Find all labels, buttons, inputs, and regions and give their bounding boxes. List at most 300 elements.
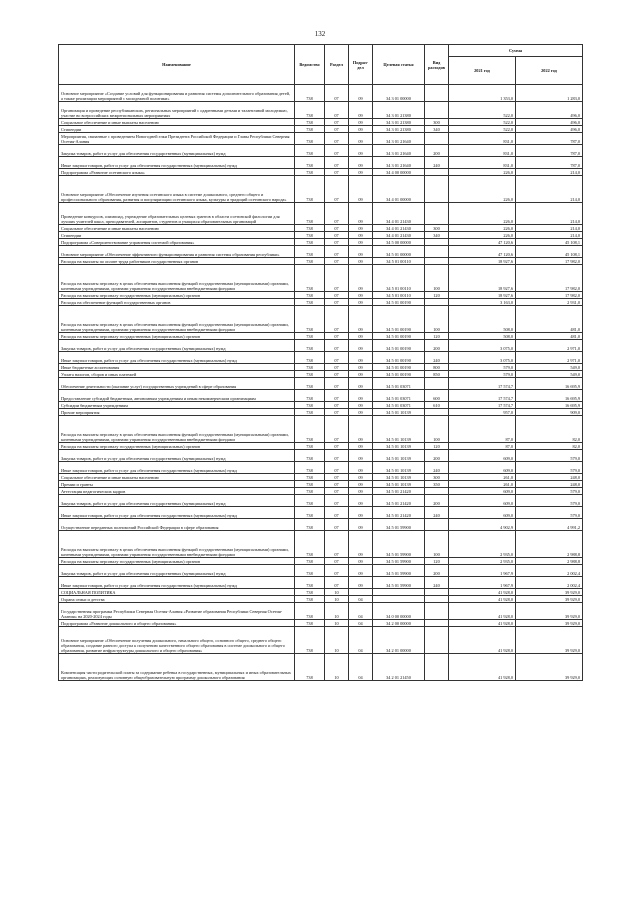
row-subsection: 09 (349, 299, 373, 306)
row-sum-2022: 579,0 (516, 507, 583, 519)
row-department: 738 (295, 450, 325, 462)
row-subsection: 09 (349, 402, 373, 409)
row-target: 34 5 01 10139 (373, 409, 425, 416)
row-target: 34 5 01 03071 (373, 402, 425, 409)
row-section: 07 (325, 239, 349, 246)
row-expense-type: 300 (425, 119, 449, 126)
row-subsection: 09 (349, 519, 373, 531)
row-subsection: 09 (349, 265, 373, 292)
row-target: 34 5 01 00190 (373, 371, 425, 378)
row-expense-type: 100 (425, 265, 449, 292)
row-sum-2022: 496,0 (516, 126, 583, 133)
row-sum-2021: 957,0 (449, 409, 516, 416)
row-name: Премии и гранты (59, 481, 295, 488)
row-sum-2021: 41 928,0 (449, 620, 516, 627)
row-target: 34 5 01 10139 (373, 416, 425, 443)
row-sum-2021: 18 927,6 (449, 265, 516, 292)
row-target: 34 5 01 59900 (373, 531, 425, 558)
row-sum-2021: 226,0 (449, 225, 516, 232)
row-sum-2021: 226,0 (449, 203, 516, 225)
row-sum-2022: 481,0 (516, 333, 583, 340)
row-expense-type (425, 203, 449, 225)
row-sum-2022: 17 982,0 (516, 292, 583, 299)
row-expense-type (425, 519, 449, 531)
row-expense-type: 200 (425, 145, 449, 157)
row-sum-2022: 17 982,0 (516, 265, 583, 292)
row-name: Закупка товаров, работ и услуг для обеспечения государственных (муниципальных) нужд (59, 145, 295, 157)
row-expense-type: 600 (425, 390, 449, 402)
row-expense-type: 200 (425, 565, 449, 577)
row-sum-2021: 226,0 (449, 176, 516, 203)
row-target: 34 3 01 21380 (373, 126, 425, 133)
row-target: 34 2 01 00000 (373, 627, 425, 654)
row-subsection: 09 (349, 443, 373, 450)
row-name: Охрана семьи и детства (59, 596, 295, 603)
row-name: Организация и проведение республиканских, региональных мероприятий с одаренными детьми и талантливой молодежью, участие во всероссийских межрегиональных мероприятиях (59, 102, 295, 119)
row-department: 738 (295, 232, 325, 239)
row-target: 34 5 01 59900 (373, 565, 425, 577)
row-subsection: 09 (349, 169, 373, 176)
row-subsection: 09 (349, 577, 373, 589)
table-row (59, 519, 583, 531)
row-name: Закупка товаров, работ и услуг для обеспечения государственных (муниципальных) нужд (59, 565, 295, 577)
row-name: Закупка товаров, работ и услуг для обеспечения государственных (муниципальных) нужд (59, 340, 295, 352)
row-department: 738 (295, 577, 325, 589)
row-name: Социальное обеспечение и иные выплаты населению (59, 474, 295, 481)
row-expense-type (425, 654, 449, 681)
row-subsection: 09 (349, 232, 373, 239)
row-department: 738 (295, 340, 325, 352)
row-target: 34 5 01 00110 (373, 292, 425, 299)
row-expense-type (425, 409, 449, 416)
row-name: Проведение конкурсов, олимпиад, учреждение образовательных целевых грантов в области осетинской филологии для лучших учителей школ, преподавателей, аспирантов, студентов и учащихся образовательных организаций (59, 203, 295, 225)
row-sum-2021: 522,0 (449, 119, 516, 126)
row-department: 738 (295, 558, 325, 565)
row-target: 34 2 00 00000 (373, 620, 425, 627)
table-row (59, 474, 583, 481)
row-target: 34 3 01 21380 (373, 102, 425, 119)
row-target: 34 5 01 00190 (373, 364, 425, 371)
table-row (59, 402, 583, 409)
row-expense-type (425, 258, 449, 265)
table-row (59, 450, 583, 462)
row-name: Расходы на выплаты персоналу государственных (муниципальных) органов (59, 333, 295, 340)
row-department: 738 (295, 462, 325, 474)
row-section: 10 (325, 603, 349, 620)
row-section: 10 (325, 596, 349, 603)
table-row (59, 232, 583, 239)
row-name: Стипендии (59, 232, 295, 239)
row-sum-2022: 579,0 (516, 488, 583, 495)
row-target: 34 3 01 00000 (373, 85, 425, 102)
row-expense-type: 610 (425, 402, 449, 409)
row-department: 738 (295, 157, 325, 169)
row-subsection: 09 (349, 495, 373, 507)
row-section: 07 (325, 364, 349, 371)
header-year-2021: 2021 год (449, 57, 516, 85)
row-sum-2021: 41 928,0 (449, 589, 516, 596)
row-target: 34 5 01 59900 (373, 577, 425, 589)
row-expense-type: 240 (425, 157, 449, 169)
table-row (59, 577, 583, 589)
row-subsection: 09 (349, 565, 373, 577)
row-sum-2022: 2 971,0 (516, 340, 583, 352)
row-department: 738 (295, 603, 325, 620)
row-name: Расходы на выплаты персоналу в целях обеспечения выполнения функций государственными (муниципальными) органами, казенными учреждениями, органами управления государственными внебюджетными фондами (59, 416, 295, 443)
row-sum-2022: 39 929,0 (516, 603, 583, 620)
row-section: 07 (325, 558, 349, 565)
row-department: 738 (295, 85, 325, 102)
row-target: 34 4 01 00000 (373, 176, 425, 203)
row-department: 738 (295, 333, 325, 340)
row-department: 738 (295, 402, 325, 409)
row-sum-2022: 549,0 (516, 371, 583, 378)
table-row (59, 443, 583, 450)
page-number: 132 (314, 30, 326, 38)
row-sum-2022: 16 695,9 (516, 378, 583, 390)
row-name: Иные закупки товаров, работ и услуг для обеспечения государственных (муниципальных) нужд (59, 352, 295, 364)
row-sum-2021: 261,0 (449, 474, 516, 481)
row-name: СОЦИАЛЬНАЯ ПОЛИТИКА (59, 589, 295, 596)
row-sum-2021: 609,0 (449, 507, 516, 519)
row-target: 34 5 01 00190 (373, 352, 425, 364)
row-name: Субсидии бюджетным учреждениям (59, 402, 295, 409)
row-name: Предоставление субсидий бюджетным, автономным учреждениям и иным некоммерческим организациям (59, 390, 295, 402)
row-sum-2022: 214,0 (516, 225, 583, 232)
row-expense-type: 340 (425, 126, 449, 133)
row-sum-2022: 45 108,1 (516, 239, 583, 246)
row-subsection (349, 589, 373, 596)
row-sum-2021: 579,0 (449, 364, 516, 371)
row-sum-2021: 47 120,6 (449, 239, 516, 246)
row-section: 07 (325, 371, 349, 378)
row-section: 07 (325, 169, 349, 176)
row-name: Расходы на выплаты по оплате труда работников государственных органов (59, 258, 295, 265)
row-sum-2021: 41 928,0 (449, 654, 516, 681)
row-name: Иные закупки товаров, работ и услуг для обеспечения государственных (муниципальных) нужд (59, 462, 295, 474)
row-subsection: 09 (349, 340, 373, 352)
row-subsection: 04 (349, 654, 373, 681)
row-name: Подпрограмма «Совершенствование управления системой образования» (59, 239, 295, 246)
row-target: 34 5 01 00190 (373, 340, 425, 352)
row-expense-type: 850 (425, 371, 449, 378)
row-section: 07 (325, 378, 349, 390)
row-sum-2022: 2 002,4 (516, 577, 583, 589)
table-row (59, 157, 583, 169)
row-sum-2021: 609,0 (449, 450, 516, 462)
row-sum-2021: 2 935,0 (449, 558, 516, 565)
row-sum-2022: 579,0 (516, 462, 583, 474)
row-subsection: 09 (349, 145, 373, 157)
row-subsection: 09 (349, 462, 373, 474)
header-department: Ведомство (295, 45, 325, 85)
header-expense-type: Вид расходов (425, 45, 449, 85)
row-name: Основное мероприятие «Обеспечение изучения осетинского языка в системе дошкольного, среднего общего и профессионального образования, развития и популяризации осетинского языка, культуры и традиций осетинского народа» (59, 176, 295, 203)
row-expense-type (425, 246, 449, 258)
row-name: Основное мероприятие «Обеспечение получения дошкольного, начального общего, основного общего, среднего общего образования, создание равного доступа к получению качественного общего образования в системе дошкольного и общего образования, развитие инфраструктуры дошкольного и общего образования» (59, 627, 295, 654)
row-section: 07 (325, 352, 349, 364)
row-expense-type (425, 620, 449, 627)
row-subsection: 09 (349, 364, 373, 371)
row-sum-2022: 82,0 (516, 416, 583, 443)
row-sum-2022: 2 988,8 (516, 531, 583, 558)
table-row (59, 495, 583, 507)
row-section: 07 (325, 292, 349, 299)
row-sum-2022: 248,0 (516, 481, 583, 488)
row-expense-type (425, 133, 449, 145)
row-sum-2022: 214,0 (516, 176, 583, 203)
row-department: 738 (295, 102, 325, 119)
row-section: 07 (325, 299, 349, 306)
row-department: 738 (295, 225, 325, 232)
row-department: 738 (295, 565, 325, 577)
row-section: 07 (325, 507, 349, 519)
row-sum-2021: 508,0 (449, 333, 516, 340)
row-section: 07 (325, 565, 349, 577)
header-section: Раздел (325, 45, 349, 85)
table-row (59, 371, 583, 378)
row-subsection: 04 (349, 603, 373, 620)
row-sum-2021: 831,0 (449, 133, 516, 145)
row-expense-type: 120 (425, 333, 449, 340)
row-target (373, 596, 425, 603)
row-sum-2021: 579,0 (449, 371, 516, 378)
row-target: 34 4 01 21430 (373, 203, 425, 225)
row-subsection: 09 (349, 246, 373, 258)
row-expense-type (425, 176, 449, 203)
row-sum-2022: 214,0 (516, 203, 583, 225)
row-subsection: 09 (349, 126, 373, 133)
row-department: 738 (295, 519, 325, 531)
row-target: 34 5 00 00000 (373, 239, 425, 246)
row-sum-2022: 1 283,0 (516, 85, 583, 102)
row-subsection: 09 (349, 306, 373, 333)
row-section: 07 (325, 481, 349, 488)
row-subsection: 09 (349, 416, 373, 443)
row-expense-type (425, 169, 449, 176)
row-expense-type: 120 (425, 443, 449, 450)
row-expense-type: 240 (425, 352, 449, 364)
row-target: 34 5 01 10139 (373, 450, 425, 462)
row-subsection: 09 (349, 239, 373, 246)
table-row (59, 620, 583, 627)
row-target: 34 3 01 21380 (373, 119, 425, 126)
row-target: 34 5 01 00110 (373, 258, 425, 265)
row-section: 07 (325, 265, 349, 292)
row-section: 07 (325, 157, 349, 169)
row-sum-2021: 17 574,7 (449, 390, 516, 402)
row-sum-2022: 787,0 (516, 145, 583, 157)
row-sum-2022: 16 695,9 (516, 390, 583, 402)
table-row (59, 265, 583, 292)
row-section: 07 (325, 225, 349, 232)
row-expense-type (425, 85, 449, 102)
row-name: Расходы на выплаты персоналу в целях обеспечения выполнения функций государственными (муниципальными) органами, казенными учреждениями, органами управления государственными внебюджетными фондами (59, 265, 295, 292)
row-subsection: 09 (349, 558, 373, 565)
row-name: Мероприятия, связанные с проведением Новогодней елки Президента Российской Федерации и Главы Республики Северная Осетия-Алания (59, 133, 295, 145)
row-section: 07 (325, 450, 349, 462)
row-section: 07 (325, 488, 349, 495)
row-subsection: 09 (349, 119, 373, 126)
row-expense-type: 200 (425, 495, 449, 507)
row-expense-type (425, 378, 449, 390)
row-department: 738 (295, 596, 325, 603)
row-sum-2022: 481,0 (516, 306, 583, 333)
row-target: 34 3 01 21640 (373, 133, 425, 145)
row-sum-2021: 3 075,0 (449, 340, 516, 352)
table-row (59, 488, 583, 495)
row-sum-2021: 831,0 (449, 157, 516, 169)
row-section: 10 (325, 654, 349, 681)
row-name: Осуществление переданных полномочий Российской Федерации в сфере образования (59, 519, 295, 531)
row-target: 34 5 01 00190 (373, 306, 425, 333)
row-department: 738 (295, 627, 325, 654)
row-sum-2022: 579,0 (516, 450, 583, 462)
row-target: 34 4 01 21430 (373, 225, 425, 232)
table-row (59, 654, 583, 681)
row-section: 07 (325, 306, 349, 333)
row-section: 10 (325, 627, 349, 654)
row-sum-2022: 496,0 (516, 102, 583, 119)
row-target: 34 5 01 10139 (373, 474, 425, 481)
row-subsection: 04 (349, 596, 373, 603)
table-row (59, 565, 583, 577)
row-target: 34 5 01 03071 (373, 378, 425, 390)
budget-table (58, 44, 583, 681)
row-department: 738 (295, 654, 325, 681)
row-section: 07 (325, 85, 349, 102)
table-row (59, 258, 583, 265)
row-name: Подпрограмма «Развитие дошкольного и общего образования» (59, 620, 295, 627)
row-name: Закупка товаров, работ и услуг для обеспечения государственных (муниципальных) нужд (59, 450, 295, 462)
table-row (59, 531, 583, 558)
row-name: Уплата налогов, сборов и иных платежей (59, 371, 295, 378)
row-sum-2022: 579,0 (516, 495, 583, 507)
row-sum-2022: 787,0 (516, 157, 583, 169)
row-department: 738 (295, 352, 325, 364)
row-department: 738 (295, 364, 325, 371)
row-subsection: 09 (349, 507, 373, 519)
row-expense-type (425, 589, 449, 596)
row-sum-2021: 87,0 (449, 443, 516, 450)
row-subsection: 09 (349, 409, 373, 416)
row-section: 07 (325, 390, 349, 402)
table-row (59, 603, 583, 620)
row-subsection: 09 (349, 225, 373, 232)
row-target: 34 3 01 21640 (373, 157, 425, 169)
row-section: 07 (325, 119, 349, 126)
row-sum-2021: 522,0 (449, 102, 516, 119)
row-sum-2022: 16 695,9 (516, 402, 583, 409)
row-subsection: 09 (349, 102, 373, 119)
row-subsection: 09 (349, 481, 373, 488)
row-section: 07 (325, 133, 349, 145)
row-section: 07 (325, 402, 349, 409)
row-subsection: 09 (349, 474, 373, 481)
row-name: Иные закупки товаров, работ и услуг для обеспечения государственных (муниципальных) нужд (59, 507, 295, 519)
row-department: 738 (295, 169, 325, 176)
row-section: 07 (325, 531, 349, 558)
table-row (59, 239, 583, 246)
row-department: 738 (295, 531, 325, 558)
row-subsection: 09 (349, 450, 373, 462)
row-section: 07 (325, 333, 349, 340)
row-sum-2021: 1 353,0 (449, 85, 516, 102)
row-name: Расходы на обеспечение функций государственных органов (59, 299, 295, 306)
row-expense-type: 240 (425, 507, 449, 519)
row-sum-2022: 2 971,0 (516, 352, 583, 364)
table-row (59, 225, 583, 232)
row-target: 34 5 01 03071 (373, 390, 425, 402)
row-department: 738 (295, 203, 325, 225)
row-department: 738 (295, 416, 325, 443)
row-subsection: 09 (349, 203, 373, 225)
row-expense-type (425, 488, 449, 495)
row-sum-2022: 17 982,0 (516, 258, 583, 265)
row-subsection: 09 (349, 378, 373, 390)
table-row (59, 203, 583, 225)
table-body (59, 85, 583, 681)
row-expense-type (425, 102, 449, 119)
row-section: 07 (325, 577, 349, 589)
row-sum-2022: 45 108,1 (516, 246, 583, 258)
row-section: 07 (325, 340, 349, 352)
row-name: Государственная программа Республики Северная Осетия-Алания «Развитие образования Республики Северная Осетия-Алания» на 2020-2024 годы (59, 603, 295, 620)
row-subsection: 09 (349, 488, 373, 495)
row-name: Социальное обеспечение и иные выплаты населению (59, 119, 295, 126)
row-sum-2022: 496,0 (516, 119, 583, 126)
row-target: 34 5 01 21420 (373, 488, 425, 495)
table-row (59, 169, 583, 176)
row-target: 34 5 01 10139 (373, 481, 425, 488)
row-sum-2021: 41 928,0 (449, 596, 516, 603)
row-name: Расходы на выплаты персоналу государственных (муниципальных) органов (59, 292, 295, 299)
row-sum-2021: 1 967,9 (449, 565, 516, 577)
row-name: Основное мероприятие «Обеспечение эффективного функционирования и развития системы образования республики» (59, 246, 295, 258)
row-target: 34 5 01 00000 (373, 246, 425, 258)
row-department: 738 (295, 495, 325, 507)
row-sum-2022: 82,0 (516, 443, 583, 450)
row-sum-2022: 39 929,0 (516, 627, 583, 654)
row-subsection: 09 (349, 531, 373, 558)
row-target: 34 5 01 10139 (373, 443, 425, 450)
table-row (59, 176, 583, 203)
row-target: 34 5 01 00110 (373, 265, 425, 292)
row-department: 738 (295, 265, 325, 292)
row-name: Основное мероприятие «Создание условий для функционирования и развития системы дополнительного образования детей, а также реализации мероприятий с молодежной политики» (59, 85, 295, 102)
row-name: Иные бюджетные ассигнования (59, 364, 295, 371)
row-subsection: 04 (349, 620, 373, 627)
row-sum-2022: 4 991,2 (516, 519, 583, 531)
row-target: 34 4 00 00000 (373, 169, 425, 176)
table-row (59, 352, 583, 364)
table-row (59, 333, 583, 340)
row-sum-2021: 226,0 (449, 232, 516, 239)
row-sum-2022: 39 929,0 (516, 654, 583, 681)
row-sum-2021: 609,0 (449, 495, 516, 507)
row-department: 738 (295, 474, 325, 481)
row-department: 738 (295, 378, 325, 390)
row-sum-2021: 17 574,7 (449, 402, 516, 409)
row-department: 738 (295, 371, 325, 378)
row-name: Стипендии (59, 126, 295, 133)
row-expense-type: 300 (425, 225, 449, 232)
table-row (59, 102, 583, 119)
row-department: 738 (295, 390, 325, 402)
row-sum-2022: 39 929,0 (516, 596, 583, 603)
table-row (59, 462, 583, 474)
table-row (59, 364, 583, 371)
